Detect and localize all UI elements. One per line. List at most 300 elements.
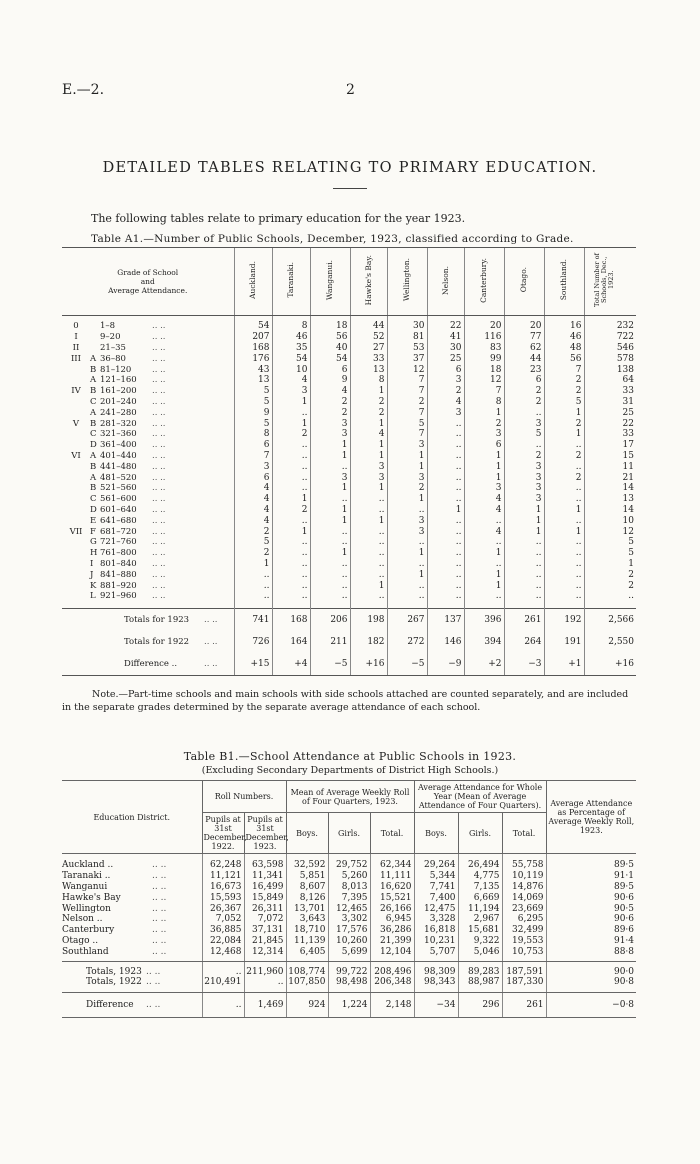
table-cell: ..	[310, 526, 350, 537]
table-cell: 3	[464, 429, 504, 440]
girls-header: Girls.	[328, 813, 370, 854]
table-cell: ..	[544, 569, 584, 580]
grade-letter: B	[90, 483, 97, 494]
table-cell: 4	[234, 515, 272, 526]
table-cell: 1	[387, 494, 427, 505]
table-cell: 5,344	[414, 871, 458, 882]
table-cell: 1,224	[328, 992, 370, 1017]
table-row	[62, 559, 636, 570]
grade-range: 321–360	[100, 429, 137, 440]
grade-range: 361–400	[100, 440, 137, 451]
table-cell: ..	[350, 569, 387, 580]
table-cell: 23,669	[502, 903, 546, 914]
totals-row	[62, 653, 636, 676]
table-cell: ..	[427, 429, 464, 440]
table-cell: 83	[464, 343, 504, 354]
table-row	[62, 375, 636, 386]
table-cell: ..	[427, 483, 464, 494]
grade-letter: A	[90, 353, 97, 364]
table-cell: ..	[504, 407, 544, 418]
column-header: Taranaki.	[272, 248, 310, 316]
district-name: Canterbury	[62, 925, 115, 936]
boys-header: Boys.	[414, 813, 458, 854]
leader-dots: .. ..	[152, 429, 166, 440]
table-cell: ..	[272, 559, 310, 570]
table-cell: 176	[234, 353, 272, 364]
table-cell: 107,850	[286, 977, 328, 992]
table-cell: 12,104	[370, 946, 414, 961]
boys-header: Boys.	[286, 813, 328, 854]
table-row	[62, 364, 636, 375]
totals-label: Totals for 1923	[124, 614, 190, 625]
grade-range: 681–720	[100, 526, 137, 537]
table-cell: 3	[350, 472, 387, 483]
table-cell: 1	[350, 440, 387, 451]
table-cell: 1	[310, 548, 350, 559]
avg-attendance-header: Average Attendance for Whole Year (Mean of Average Attendance of Four Quarters).	[414, 781, 546, 813]
table-cell: ..	[504, 580, 544, 591]
table-cell: 9	[310, 375, 350, 386]
grade-cell	[62, 569, 234, 580]
roll-header: Roll Numbers.	[202, 781, 286, 813]
column-header: Auckland.	[234, 248, 272, 316]
table-cell: 17,576	[328, 925, 370, 936]
table-cell: 55,758	[502, 854, 546, 871]
table-cell: 116	[464, 332, 504, 343]
grade-cell	[62, 353, 234, 364]
table-row	[62, 418, 636, 429]
table-row	[62, 505, 636, 516]
table-cell: 5	[234, 537, 272, 548]
column-header: Canterbury.	[464, 248, 504, 316]
table-cell: 264	[504, 631, 544, 653]
table-cell: 924	[286, 992, 328, 1017]
table-cell: 18,710	[286, 925, 328, 936]
table-cell: 741	[234, 608, 272, 631]
table-cell: ..	[427, 526, 464, 537]
table-cell: 7	[387, 429, 427, 440]
grade-range: 721–760	[100, 537, 137, 548]
table-cell: +1	[544, 653, 584, 676]
leader-dots: .. ..	[152, 558, 166, 569]
table-row	[62, 440, 636, 451]
district-cell	[62, 925, 202, 936]
totals-row	[62, 962, 636, 977]
table-b1	[62, 780, 636, 1018]
table-cell: 2	[387, 483, 427, 494]
table-cell: ..	[464, 515, 504, 526]
table-cell: 13,701	[286, 903, 328, 914]
grade-letter: B	[90, 461, 97, 472]
table-cell: 43	[234, 364, 272, 375]
table-cell: ..	[350, 526, 387, 537]
table-cell: 37	[387, 353, 427, 364]
table-row	[62, 397, 636, 408]
grade-range: 761–800	[100, 548, 137, 559]
table-row	[62, 882, 636, 893]
table-cell: 1	[272, 526, 310, 537]
table-cell: 62,344	[370, 854, 414, 871]
grade-cell	[62, 375, 234, 386]
table-cell: 2	[350, 407, 387, 418]
table-cell: 1	[544, 429, 584, 440]
column-header: Total Number of Schools, Dec., 1923.	[584, 248, 636, 316]
table-cell: 36,885	[202, 925, 244, 936]
table-cell: 168	[272, 608, 310, 631]
district-cell	[62, 946, 202, 961]
table-cell: 2	[387, 397, 427, 408]
grade-cell	[62, 494, 234, 505]
page-title: DETAILED TABLES RELATING TO PRIMARY EDUCATION.	[102, 160, 598, 176]
grade-range: 401–440	[100, 450, 137, 461]
leader-dots: .. ..	[152, 548, 166, 559]
district-name: Hawke's Bay	[62, 892, 121, 903]
table-cell: 210,491	[202, 977, 244, 992]
table-cell: 98,343	[414, 977, 458, 992]
table-row	[62, 892, 636, 903]
table-cell: ..	[584, 591, 636, 608]
table-cell: ..	[544, 537, 584, 548]
table-cell: 261	[502, 992, 546, 1017]
district-cell	[62, 977, 202, 992]
district-name: Taranaki ..	[62, 871, 111, 882]
table-cell: +16	[584, 653, 636, 676]
table-cell: 91·4	[546, 936, 636, 947]
table-cell: ..	[202, 992, 244, 1017]
pupils-1922-header: Pupils at 31st December, 1922.	[202, 813, 244, 854]
table-cell: 4	[234, 483, 272, 494]
table-cell: ..	[272, 483, 310, 494]
table-cell: 3	[464, 483, 504, 494]
table-cell: 7,400	[414, 892, 458, 903]
grade-range: 481–520	[100, 472, 137, 483]
leader-dots: .. ..	[152, 386, 166, 397]
grade-letter: C	[90, 494, 97, 505]
grade-cell	[62, 364, 234, 375]
leader-dots: .. ..	[152, 860, 167, 871]
grade-letter: C	[90, 396, 97, 407]
table-row	[62, 483, 636, 494]
leader-dots: .. ..	[152, 450, 166, 461]
leader-dots: .. ..	[152, 871, 167, 882]
table-cell: 7	[234, 451, 272, 462]
grade-header-line: Average Attendance.	[108, 286, 188, 295]
grade-letter: I	[90, 558, 94, 569]
table-cell: 396	[464, 608, 504, 631]
table-cell: 41	[427, 332, 464, 343]
table-cell: 3	[504, 483, 544, 494]
grade-range: 21–35	[100, 342, 126, 353]
table-cell: 11,341	[244, 871, 286, 882]
table-cell: 30	[427, 343, 464, 354]
table-row	[62, 537, 636, 548]
table-cell: 5,707	[414, 946, 458, 961]
grade-cell	[62, 591, 234, 608]
grade-header-line: and	[140, 277, 155, 286]
table-cell: 1	[310, 451, 350, 462]
table-cell: 54	[234, 316, 272, 332]
column-header: Hawke's Bay.	[350, 248, 387, 316]
table-row	[62, 580, 636, 591]
table-row	[62, 472, 636, 483]
table-cell: 4,775	[458, 871, 502, 882]
table-cell: ..	[427, 591, 464, 608]
table-cell: ..	[464, 537, 504, 548]
table-cell: 11,194	[458, 903, 502, 914]
totals-label-cell	[62, 653, 234, 676]
table-cell: 17	[584, 440, 636, 451]
table-cell: 56	[310, 332, 350, 343]
table-cell: 2	[350, 397, 387, 408]
table-cell: 32,592	[286, 854, 328, 871]
table-cell: 14	[584, 483, 636, 494]
table-cell: ..	[504, 537, 544, 548]
table-cell: 3	[504, 461, 544, 472]
table-cell: 90·0	[546, 962, 636, 977]
table-cell: 26,494	[458, 854, 502, 871]
table-cell: ..	[387, 537, 427, 548]
grade-letter: B	[90, 386, 97, 397]
table-cell: 14,069	[502, 892, 546, 903]
table-cell: +2	[464, 653, 504, 676]
grade-cell	[62, 505, 234, 516]
table-cell: 187,330	[502, 977, 546, 992]
table-cell: 8,607	[286, 882, 328, 893]
table-cell: 267	[387, 608, 427, 631]
table-cell: ..	[310, 580, 350, 591]
table-cell: 37,131	[244, 925, 286, 936]
table-cell: 46	[544, 332, 584, 343]
table-cell: ..	[427, 580, 464, 591]
table-cell: 2	[584, 580, 636, 591]
table-cell: 29,752	[328, 854, 370, 871]
table-cell: 146	[427, 631, 464, 653]
table-cell: ..	[427, 569, 464, 580]
table-cell: 10,260	[328, 936, 370, 947]
district-name: Otago ..	[62, 935, 99, 946]
table-cell: 206,348	[370, 977, 414, 992]
table-cell: ..	[272, 440, 310, 451]
district-cell	[62, 936, 202, 947]
totals-row	[62, 608, 636, 631]
table-cell: 8,126	[286, 892, 328, 903]
table-row	[62, 353, 636, 364]
district-cell	[62, 854, 202, 871]
grade-cell	[62, 580, 234, 591]
table-cell: 89·5	[546, 882, 636, 893]
table-cell: 3	[387, 440, 427, 451]
table-row	[62, 526, 636, 537]
table-cell: 3	[310, 429, 350, 440]
grade-cell	[62, 526, 234, 537]
table-row	[62, 407, 636, 418]
grade-cell	[62, 461, 234, 472]
table-cell: 15,681	[458, 925, 502, 936]
table-cell: ..	[272, 407, 310, 418]
table-cell: 3	[387, 515, 427, 526]
table-cell: 20	[464, 316, 504, 332]
table-cell: +15	[234, 653, 272, 676]
table-cell: 10,753	[502, 946, 546, 961]
table-cell: 10,119	[502, 871, 546, 882]
table-cell: 16	[544, 316, 584, 332]
table-cell: 8	[350, 375, 387, 386]
district-cell	[62, 992, 202, 1017]
table-cell: 99,722	[328, 962, 370, 977]
table-cell: −0·8	[546, 992, 636, 1017]
mean-roll-header: Mean of Average Weekly Roll of Four Quarters, 1923.	[286, 781, 414, 813]
table-cell: 1	[544, 407, 584, 418]
table-cell: 1	[310, 440, 350, 451]
table-cell: 1	[350, 515, 387, 526]
table-cell: 26,367	[202, 903, 244, 914]
table-cell: 12,468	[202, 946, 244, 961]
table-cell: 1	[387, 461, 427, 472]
table-cell: 2	[310, 407, 350, 418]
table-cell: 35	[272, 343, 310, 354]
table-cell: 2	[504, 451, 544, 462]
table-cell: 15,593	[202, 892, 244, 903]
table-cell: 206	[310, 608, 350, 631]
table-cell: ..	[427, 472, 464, 483]
table-cell: 2	[272, 429, 310, 440]
table-cell: ..	[310, 591, 350, 608]
leader-dots: .. ..	[152, 440, 166, 451]
grade-letter: B	[90, 364, 97, 375]
grade-range: 441–480	[100, 461, 137, 472]
grade-range: 201–240	[100, 396, 137, 407]
table-cell: ..	[544, 580, 584, 591]
grade-range: 841–880	[100, 569, 137, 580]
table-cell: 2	[504, 397, 544, 408]
grade-cell	[62, 483, 234, 494]
table-cell: 22	[427, 316, 464, 332]
table-cell: ..	[544, 591, 584, 608]
table-row	[62, 451, 636, 462]
table-cell: 1	[234, 559, 272, 570]
table-cell: 90·6	[546, 914, 636, 925]
totals-row	[62, 977, 636, 992]
grade-cell	[62, 515, 234, 526]
table-cell: 90·6	[546, 892, 636, 903]
leader-dots: .. ..	[152, 515, 166, 526]
leader-dots: .. ..	[152, 332, 166, 343]
table-cell: 18	[464, 364, 504, 375]
district-name: Auckland ..	[62, 860, 114, 871]
table-cell: 4	[234, 505, 272, 516]
district-cell	[62, 903, 202, 914]
table-cell: 11,111	[370, 871, 414, 882]
table-cell: 1	[427, 505, 464, 516]
leader-dots: .. ..	[152, 892, 167, 903]
grade-letter: A	[90, 407, 97, 418]
table-cell: 1	[350, 580, 387, 591]
leader-dots: .. ..	[146, 966, 161, 977]
grade-cell	[62, 407, 234, 418]
table-cell: 32,499	[502, 925, 546, 936]
table-row	[62, 343, 636, 354]
table-cell: 25	[427, 353, 464, 364]
grade-range: 121–160	[100, 375, 137, 386]
table-cell: ..	[244, 977, 286, 992]
table-cell: ..	[504, 559, 544, 570]
table-cell: 261	[504, 608, 544, 631]
grade-letter: K	[90, 580, 97, 591]
grade-cell	[62, 386, 234, 397]
table-row	[62, 591, 636, 608]
leader-dots: .. ..	[152, 407, 166, 418]
table-cell: 11	[584, 461, 636, 472]
table-cell: 91·1	[546, 871, 636, 882]
table-cell: 394	[464, 631, 504, 653]
table-cell: 6,669	[458, 892, 502, 903]
leader-dots: .. ..	[152, 364, 166, 375]
table-b-body	[62, 854, 636, 1018]
table-cell: 2	[272, 505, 310, 516]
leader-dots: .. ..	[152, 537, 166, 548]
table-cell: 192	[544, 608, 584, 631]
difference-row	[62, 992, 636, 1017]
grade-letter: L	[90, 591, 96, 602]
table-cell: 4	[310, 386, 350, 397]
table-cell: 5	[584, 537, 636, 548]
table-cell: 2,148	[370, 992, 414, 1017]
district-name: Totals, 1922	[86, 977, 142, 988]
table-cell: 21,845	[244, 936, 286, 947]
table-cell: 4	[464, 505, 504, 516]
table-cell: 187,591	[502, 962, 546, 977]
table-cell: 25	[584, 407, 636, 418]
district-cell	[62, 962, 202, 977]
table-cell: 98,309	[414, 962, 458, 977]
grade-roman: IV	[71, 386, 81, 397]
table-cell: ..	[464, 559, 504, 570]
table-cell: ..	[272, 461, 310, 472]
table-cell: 1	[464, 472, 504, 483]
table-row	[62, 925, 636, 936]
table-a-note: Note.—Part-time schools and main schools with side schools attached are counted separately, and are included in the separate grades determined by the separate average attendance of each school.	[62, 689, 629, 713]
table-cell: 44	[350, 316, 387, 332]
table-b-subcaption: (Excluding Secondary Departments of District High Schools.)	[201, 765, 499, 776]
table-cell: 5,046	[458, 946, 502, 961]
table-cell: ..	[427, 537, 464, 548]
table-cell: 7,072	[244, 914, 286, 925]
table-cell: 7,741	[414, 882, 458, 893]
table-cell: 1	[504, 526, 544, 537]
table-cell: 90·5	[546, 903, 636, 914]
table-cell: 1	[272, 494, 310, 505]
table-cell: 5	[504, 429, 544, 440]
table-cell: 5	[234, 418, 272, 429]
table-cell: 3	[310, 418, 350, 429]
grade-header	[62, 248, 234, 316]
table-row	[62, 903, 636, 914]
table-cell: 89·5	[546, 854, 636, 871]
table-cell: 726	[234, 631, 272, 653]
grade-letter: J	[90, 569, 94, 580]
leader-dots: .. ..	[152, 946, 167, 957]
grade-range: 801–840	[100, 558, 137, 569]
table-cell: 3	[504, 472, 544, 483]
table-cell: 164	[272, 631, 310, 653]
table-cell: 137	[427, 608, 464, 631]
grade-cell	[62, 316, 234, 332]
table-cell: 48	[544, 343, 584, 354]
table-cell: 1	[544, 526, 584, 537]
table-cell: ..	[350, 548, 387, 559]
table-cell: 1	[504, 505, 544, 516]
totals-row	[62, 631, 636, 653]
